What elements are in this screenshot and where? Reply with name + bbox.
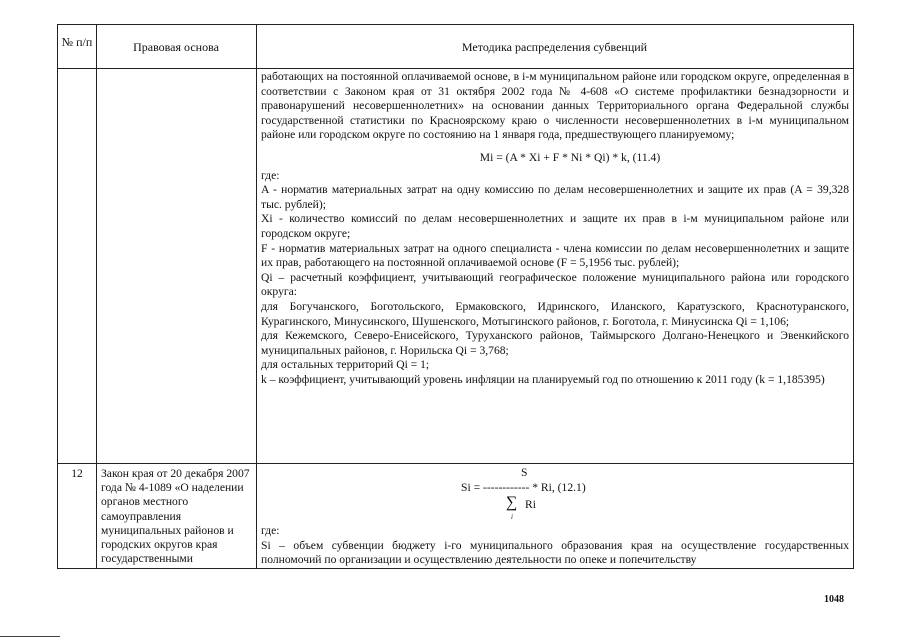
- formula-11-4: Mi = (A * Xi + F * Ni * Qi) * k, (11.4): [479, 150, 661, 164]
- header-methodology: Методика распределения субвенций: [461, 40, 648, 54]
- formula-numerator: S: [521, 466, 528, 479]
- header-divider: [58, 68, 853, 69]
- distribution-table: [57, 24, 854, 569]
- def-xi: Xi - количество комиссий по делам несовершеннолетних и защите их прав в i-м муниципальном районе или городском округе;: [261, 212, 849, 240]
- def-qi-other: для остальных территорий Qi = 1;: [261, 358, 430, 372]
- formula-denominator: Ri: [525, 498, 536, 511]
- def-a: A - норматив материальных затрат на одну комиссию по делам несовершеннолетних и защите их прав (A = 39,328 тыс. рублей);: [261, 183, 849, 211]
- column-divider: [256, 25, 257, 568]
- def-qi: Qi – расчетный коэффициент, учитывающий географическое положение муниципального района или городского округа:: [261, 270, 849, 299]
- def-qi-group2: для Кежемского, Северо-Енисейского, Туруханского районов, Таймырского Долгано-Ненецкого и Эвенкийского муниципальных районов, г. Норильска Qi = 3,768;: [261, 329, 849, 357]
- row-legal-basis: Закон края от 20 декабря 2007 года № 4-1089 «О наделении органов местного самоуправления муниципальных районов и городских округов края государственными: [101, 467, 250, 566]
- def-si: Si – объем субвенции бюджету i-го муниципального образования края на осуществление государственных полномочий по организации и осуществлению деятельности по опеке и попечительству: [261, 538, 849, 567]
- column-divider: [96, 25, 97, 568]
- paragraph: работающих на постоянной оплачиваемой основе, в i-м муниципальном районе или городском округе, определенная в соответствии с Законом края от 31 октября 2002 года № 4-608 «О системе профилактики безнадзорности и правонарушений несовершеннолетних» на основании данных Территориального органа Федеральной службы государственной статистики по Красноярскому краю о численности несовершеннолетних в i-м муниципальном районе или городском округе по состоянию на 1 января года, предшествующего планируемому;: [261, 70, 849, 142]
- header-number: № п/п: [61, 35, 93, 49]
- sum-symbol: ∑: [506, 494, 518, 511]
- where-label: где:: [261, 168, 280, 182]
- page-edge-line: [0, 636, 60, 637]
- def-qi-group1: для Богучанского, Боготольского, Ермаковского, Идринского, Иланского, Каратузского, Краснотуранского, Курагинского, Минусинского, Шушенского, Мотыгинского районов, г. Боготола, г. Минусинска Qi = 1,106;: [261, 299, 849, 328]
- row-divider: [58, 463, 853, 464]
- def-k: k – коэффициент, учитывающий уровень инфляции на планируемый год по отношению к 2011 году (k = 1,185395): [261, 372, 825, 386]
- page-number: 1048: [824, 594, 844, 605]
- where-label: где:: [261, 524, 280, 537]
- row-definitions: [261, 524, 849, 568]
- sum-index: i: [511, 513, 513, 521]
- formula-12-1: Si = ------------ * Ri, (12.1): [461, 481, 586, 494]
- header-legal-basis: Правовая основа: [133, 40, 219, 54]
- def-f: F - норматив материальных затрат на одного специалиста - члена комиссии по делам несовершеннолетних и защите их прав, работающего на постоянной оплачиваемой основе (F = 5,1956 тыс. рублей);: [261, 241, 849, 270]
- row-continuation-text: [261, 70, 849, 387]
- row-number: 12: [71, 467, 83, 480]
